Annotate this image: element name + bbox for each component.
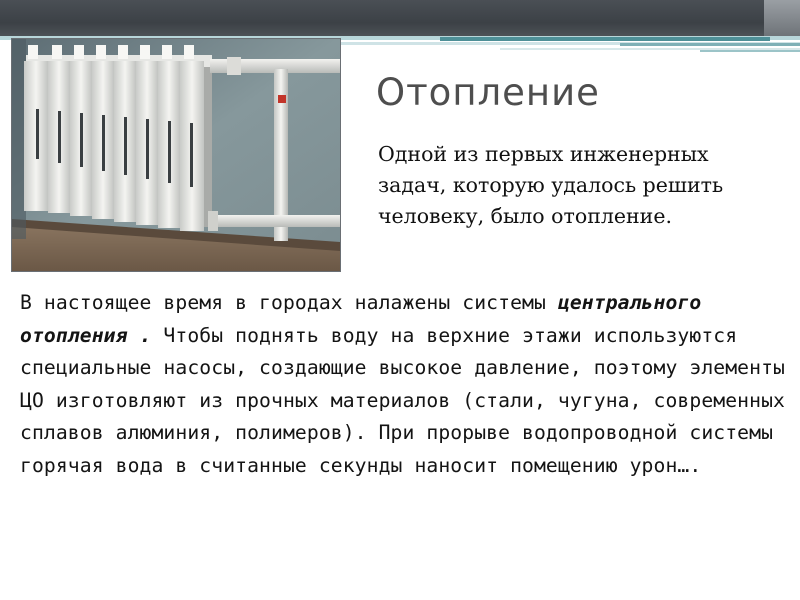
top-bar-accent — [764, 0, 800, 38]
radiator-photo — [11, 38, 341, 272]
intro-text: Одной из первых инженерных задач, которую удалось решить человеку, было отопление. — [378, 142, 724, 228]
body-text-end: Чтобы поднять воду на верхние этажи используются специальные насосы, создающие высокое давление, поэтому элементы ЦО изготовляют из прочных материалов (стали, чугуна, современных сплавов алюминия, полимеров). При прорыве водопроводной системы горячая вода в считанные секунды наносит помещению урон…. — [20, 323, 785, 477]
stripe — [440, 37, 770, 41]
stripe — [700, 50, 800, 52]
slide-title: Отопление — [376, 71, 600, 114]
stripe — [620, 43, 800, 46]
body-text-emphasis: центрального отопления . — [20, 291, 702, 347]
body-text — [20, 287, 790, 483]
body-text-start: В настоящее время в городах налажены системы — [20, 291, 558, 314]
radiator — [24, 45, 212, 231]
top-bar — [0, 0, 800, 38]
